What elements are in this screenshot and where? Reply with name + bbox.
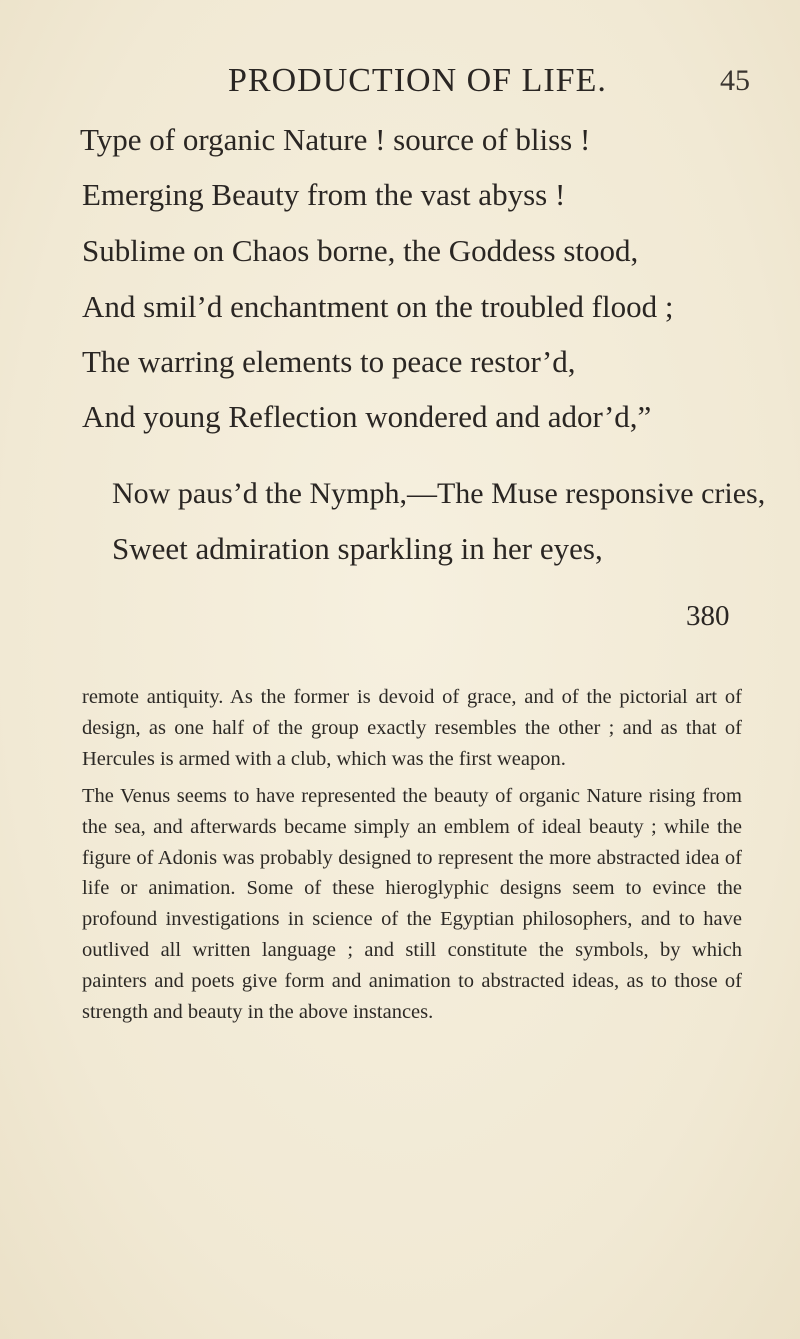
verse-line: Sublime on Chaos borne, the Goddess stood, (82, 233, 639, 268)
notes-text (82, 682, 742, 1028)
verse-line: Type of organic Nature ! source of bliss ! (80, 122, 591, 157)
page-number: 45 (720, 64, 750, 97)
verse-line: Emerging Beauty from the vast abyss ! (82, 177, 566, 212)
notes-paragraph: The Venus seems to have represented the beauty of organic Nature rising from the sea, and afterwards became simply an emblem of ideal beauty ; while the figure of Adonis was probably designed to represent the more abstracted idea of life or animation. Some of these hieroglyphic designs seem to evince the profound investigations in science of the Egyptian philosophers, and to have outlived all written language ; and still constitute the symbols, by which painters and poets give form and animation to abstracted ideas, as to those of strength and beauty in the above instances. (82, 784, 742, 1024)
verse-line: The warring elements to peace restor’d, (82, 344, 576, 379)
running-title: PRODUCTION OF LIFE. (228, 62, 607, 99)
verse-line: And young Reflection wondered and ador’d,” (82, 399, 652, 434)
running-head (0, 62, 800, 102)
verse-line-number: 380 (686, 600, 730, 632)
verse-line: Sweet admiration sparkling in her eyes, (112, 531, 603, 566)
notes-paragraph: remote antiquity. As the former is devoid of grace, and of the pictorial art of design, as one half of the group exactly resembles the other ; and as that of Hercules is armed with a club, which was the first weapon. (82, 686, 742, 770)
verse-line: Now paus’d the Nymph,—The Muse responsive cries, (112, 477, 766, 510)
verse-line: And smil’d enchantment on the troubled flood ; (82, 289, 674, 324)
